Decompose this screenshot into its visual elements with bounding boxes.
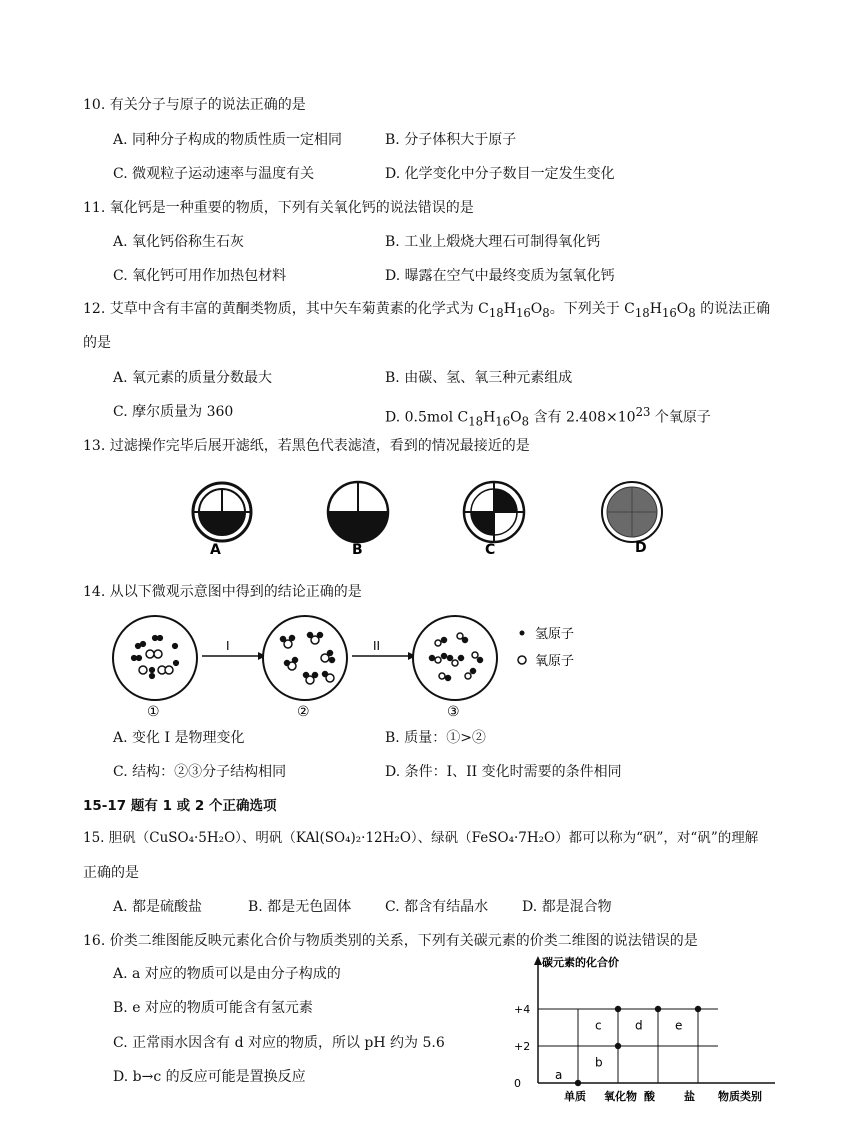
filter-paper-figure [180, 470, 680, 560]
data-point-e [695, 1006, 701, 1012]
q16-option-d: D. b→c 的反应可能是置换反应 [113, 1069, 306, 1085]
filter-paper-b [328, 482, 388, 542]
q10-stem: 10. 有关分子与原子的说法正确的是 [83, 97, 306, 113]
x-tick-label: 盐 [684, 1090, 695, 1103]
point-label-a: a [555, 1068, 563, 1082]
circle-3 [413, 616, 497, 700]
point-label-b: b [595, 1055, 603, 1070]
micro-diagram [110, 608, 620, 720]
point-label-d: d [635, 1018, 643, 1033]
legend-oxygen: 氧原子 [535, 654, 575, 669]
q16-option-b: B. e 对应的物质可能含有氢元素 [113, 1000, 313, 1016]
x-tick-label: 氧化物 [604, 1090, 637, 1103]
q15-option-a: A. 都是硫酸盐 [113, 899, 203, 915]
q14-option-b: B. 质量：①>② [385, 730, 486, 746]
q12-option-b: B. 由碳、氢、氧三种元素组成 [385, 370, 573, 386]
step-1-label: I [226, 639, 230, 653]
q11-stem: 11. 氧化钙是一种重要的物质，下列有关氧化钙的说法错误的是 [83, 200, 474, 216]
q11-option-b: B. 工业上煅烧大理石可制得氧化钙 [385, 234, 601, 250]
q14-option-a: A. 变化 I 是物理变化 [113, 730, 245, 746]
point-label-e: e [675, 1018, 683, 1033]
filter-paper-d [602, 482, 662, 542]
y-axis-label: 碳元素的化合价 [542, 956, 619, 969]
circle-1 [113, 616, 197, 700]
data-point-b [615, 1043, 621, 1049]
y-axis-arrow [534, 956, 542, 965]
data-point-d [655, 1006, 661, 1012]
valence-category-chart [500, 955, 790, 1105]
label-a: A [210, 542, 221, 558]
filter-paper-c [464, 482, 524, 542]
q15-stem-line2: 正确的是 [83, 865, 139, 881]
x-axis-label: 物质类别 [718, 1090, 762, 1103]
y-tick-label: +4 [514, 1003, 531, 1016]
q15-option-d: D. 都是混合物 [522, 899, 612, 915]
q15-option-c: C. 都含有结晶水 [385, 899, 489, 915]
circle-label-3: ③ [447, 704, 460, 720]
q12-option-a: A. 氧元素的质量分数最大 [113, 370, 273, 386]
q14-option-d: D. 条件：I、II 变化时需要的条件相同 [385, 764, 622, 780]
x-tick-label: 酸 [644, 1090, 655, 1103]
q14-stem: 14. 从以下微观示意图中得到的结论正确的是 [83, 584, 362, 600]
data-point-a [575, 1080, 581, 1086]
q13-stem: 13. 过滤操作完毕后展开滤纸，若黑色代表滤渣，看到的情况最接近的是 [83, 438, 530, 454]
x-tick-label: 单质 [564, 1090, 586, 1103]
q12-option-d: D. 0.5mol $C_{18}H_{16}O_8$ 含有 $2.408\times 10^{23}$ 个氧原子 [385, 405, 711, 429]
q10-option-a: A. 同种分子构成的物质性质一定相同 [113, 132, 343, 148]
q16-stem: 16. 价类二维图能反映元素化合价与物质类别的关系，下列有关碳元素的价类二维图的说法错误的是 [83, 933, 698, 949]
q12-option-c: C. 摩尔质量为 360 [113, 404, 234, 420]
q10-option-b: B. 分子体积大于原子 [385, 132, 517, 148]
q10-option-c: C. 微观粒子运动速率与温度有关 [113, 166, 315, 182]
q11-option-c: C. 氧化钙可用作加热包材料 [113, 268, 287, 284]
legend-hydrogen: 氢原子 [535, 627, 575, 642]
label-c: C [485, 542, 496, 558]
q12-stem-line2: 的是 [83, 335, 111, 351]
q16-option-c: C. 正常雨水因含有 d 对应的物质，所以 pH 约为 5.6 [113, 1035, 445, 1051]
label-b: B [352, 542, 363, 558]
y-tick-label: 0 [514, 1077, 521, 1090]
circle-label-2: ② [297, 704, 310, 720]
label-d: D [635, 540, 647, 556]
point-label-c: c [595, 1018, 602, 1033]
q12-stem-line1: 12. 艾草中含有丰富的黄酮类物质，其中矢车菊黄素的化学式为 $C_{18}H_{16}O_8$。下列关于 $C_{18}H_{16}O_8$ 的说法正确 [83, 301, 771, 320]
q14-option-c: C. 结构：②③分子结构相同 [113, 764, 287, 780]
y-tick-label: +2 [514, 1040, 531, 1053]
q15-option-b: B. 都是无色固体 [248, 899, 352, 915]
step-2-label: II [373, 639, 381, 653]
data-point-c [615, 1006, 621, 1012]
q16-option-a: A. a 对应的物质可以是由分子构成的 [113, 966, 341, 982]
q11-option-a: A. 氧化钙俗称生石灰 [113, 234, 245, 250]
filter-paper-a [193, 483, 251, 541]
circle-label-1: ① [147, 704, 160, 720]
section-heading: 15-17 题有 1 或 2 个正确选项 [83, 798, 277, 814]
q10-option-d: D. 化学变化中分子数目一定发生变化 [385, 166, 615, 182]
q15-stem-line1: 15. 胆矾（CuSO₄·5H₂O）、明矾（KAl(SO₄)₂·12H₂O）、绿矾（FeSO₄·7H₂O）都可以称为“矾”，对“矾”的理解 [83, 830, 759, 846]
q11-option-d: D. 曝露在空气中最终变质为氢氧化钙 [385, 268, 615, 284]
